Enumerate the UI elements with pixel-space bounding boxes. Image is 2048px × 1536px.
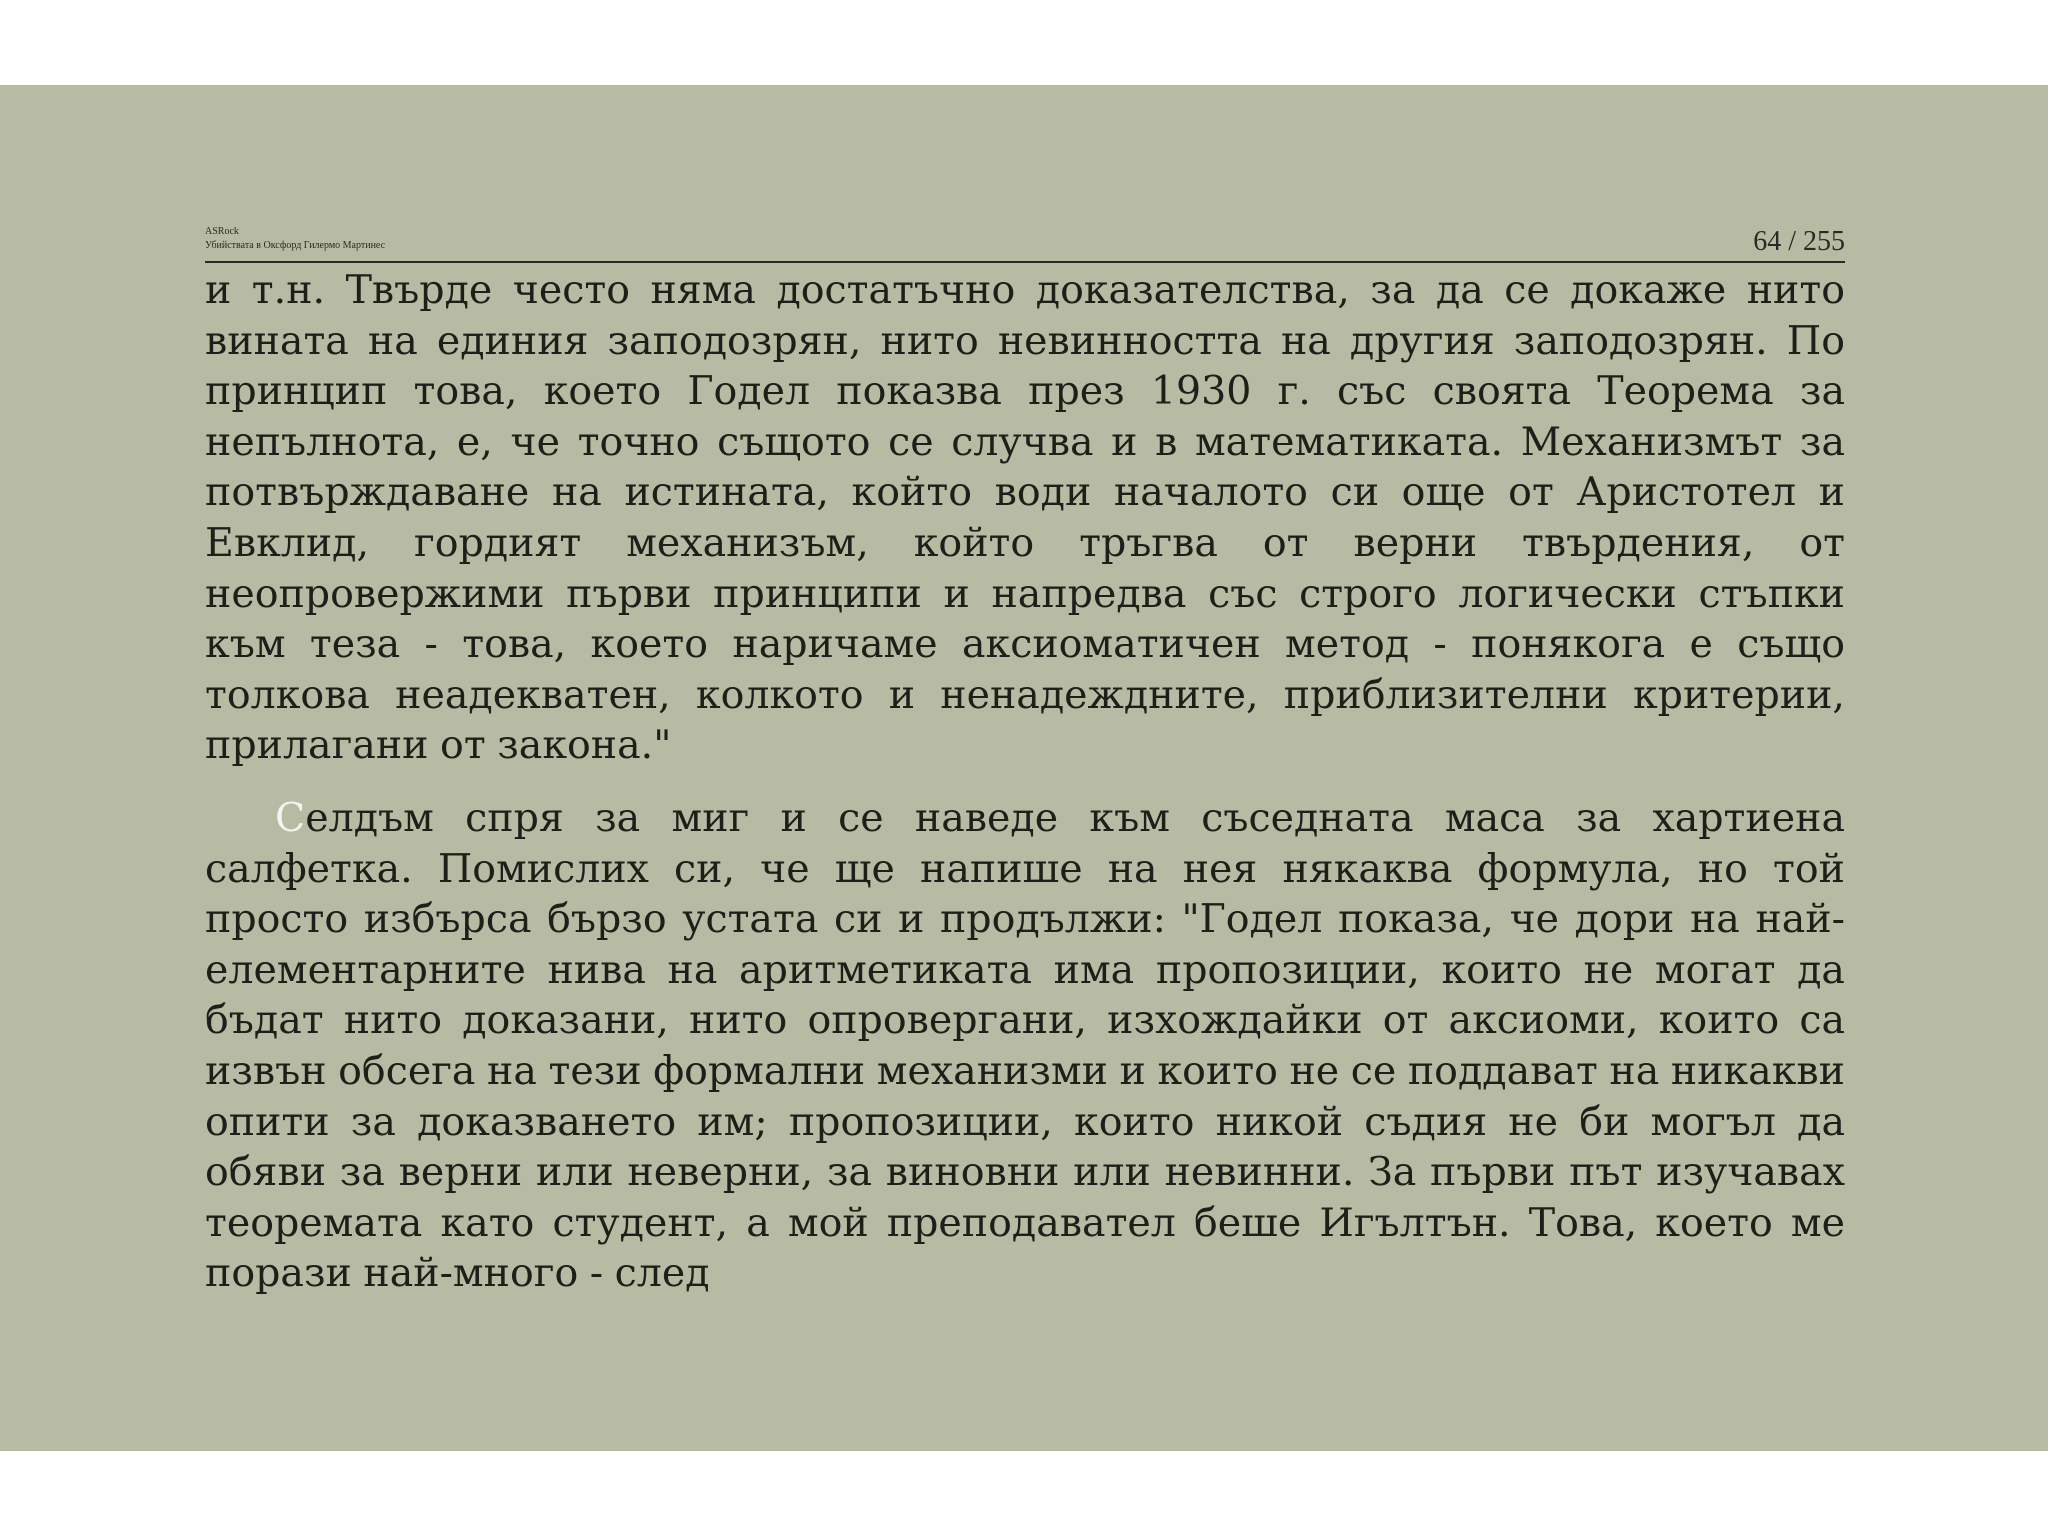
header-book-title: Убийствата в Оксфорд Гилермо Мартинес xyxy=(205,240,386,251)
drop-cap-letter: С xyxy=(275,794,306,841)
reader-page-area[interactable] xyxy=(0,85,2048,1451)
header-publisher: ASRock xyxy=(205,226,239,237)
paragraph-2 xyxy=(205,793,1845,1299)
page-header xyxy=(205,223,1845,263)
header-meta xyxy=(205,225,385,253)
paragraph-2-text: елдъм спря за миг и се наведе към съседната маса за хартиена салфетка. Помислих си, че ще напише на нея някаква формула, но той просто избърса бързо устата си и продължи: "Годел показа, че дори на най-елементарните нива на аритметиката има пропозиции, които не могат да бъдат нито доказани, нито опровергани, изхождайки от аксиоми, които са извън обсега на тези формални механизми и които не се поддават на никакви опити за доказването им; пропозиции, които никой съдия не би могъл да обяви за верни или неверни, за виновни или невинни. За първи път изучавах теоремата като студент, а мой преподавател беше Игълтън. Това, което ме порази най-много - след xyxy=(205,794,1845,1297)
paragraph-1: и т.н. Твърде често няма достатъчно доказателства, за да се докаже нито вината на единия заподозрян, нито невинността на другия заподозрян. По принцип това, което Годел показва през 1930 г. със своята Теорема за непълнота, е, че точно същото се случва и в математиката. Механизмът за потвърждаване на истината, който води началото си още от Аристотел и Евклид, гордият механизъм, който тръгва от верни твърдения, от неопровержими първи принципи и напредва със строго логически стъпки към теза - това, което наричаме аксиоматичен метод - понякога е също толкова неадекватен, колкото и ненадеждните, приблизителни критерии, прилагани от закона." xyxy=(205,267,1845,769)
book-page xyxy=(205,223,1845,1299)
page-indicator: 64 / 255 xyxy=(1753,226,1845,257)
